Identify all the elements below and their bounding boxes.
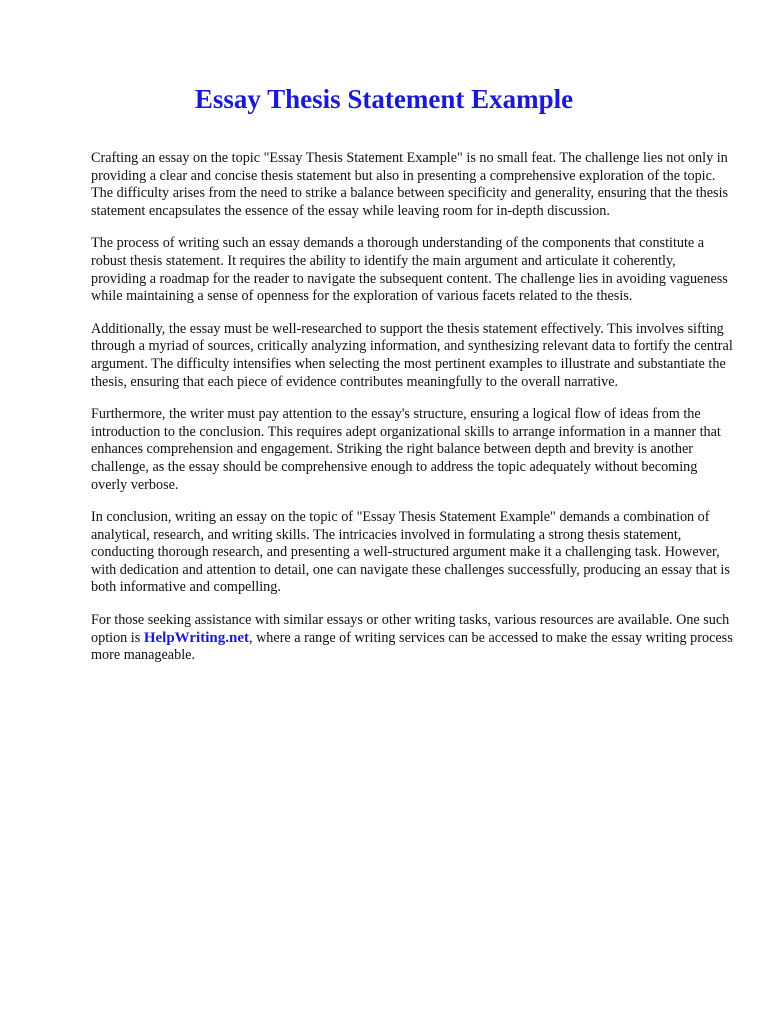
paragraph-research: Additionally, the essay must be well-researched to support the thesis statement effectively. This involves sifting through a myriad of sources, critically analyzing information, and synthesizing relevant data to fortify the central argument. The difficulty intensifies when selecting the most pertinent examples to illustrate and substantiate the thesis, ensuring that each piece of evidence contributes meaningfully to the overall narrative. — [91, 320, 733, 390]
paragraph-structure: Furthermore, the writer must pay attention to the essay's structure, ensuring a logical flow of ideas from the introduction to the conclusion. This requires adept organizational skills to arrange information in a manner that enhances comprehension and engagement. Striking the right balance between depth and brevity is another challenge, as the essay should be comprehensive enough to address the topic adequately without becoming overly verbose. — [91, 406, 721, 493]
paragraph-conclusion: In conclusion, writing an essay on the topic of "Essay Thesis Statement Example" demands a combination of analytical, research, and writing skills. The intricacies involved in formulating a strong thesis statement, conducting thorough research, and presenting a well-structured argument make it a challenging task. However, with dedication and attention to detail, one can navigate these challenges successfully, producing an essay that is both informative and compelling. — [91, 509, 730, 596]
helpwriting-link[interactable]: HelpWriting.net — [143, 629, 249, 646]
paragraph-process: The process of writing such an essay demands a thorough understanding of the components that constitute a robust thesis statement. It requires the ability to identify the main argument and articulate it coherently, providing a roadmap for the reader to navigate the subsequent content. The challenge lies in avoiding vagueness while maintaining a sense of openness for the exploration of various facets related to the thesis. — [91, 235, 728, 305]
paragraph-intro: Crafting an essay on the topic "Essay Thesis Statement Example" is no small feat. The challenge lies not only in providing a clear and concise thesis statement but also in presenting a comprehensive exploration of the topic. The difficulty arises from the need to strike a balance between specificity and generality, ensuring that the thesis statement encapsulates the essence of the essay while leaving room for in-depth discussion. — [91, 150, 729, 219]
closing-text-after-link: , where a range of writing services can be accessed to make the essay writing process more manageable. — [91, 629, 733, 664]
closing-text-before-link: For those seeking assistance with similar essays or other writing tasks, various resources are available. One such option is — [91, 612, 730, 646]
page-title: Essay Thesis Statement Example — [194, 84, 574, 114]
paragraph-closing — [91, 612, 734, 665]
